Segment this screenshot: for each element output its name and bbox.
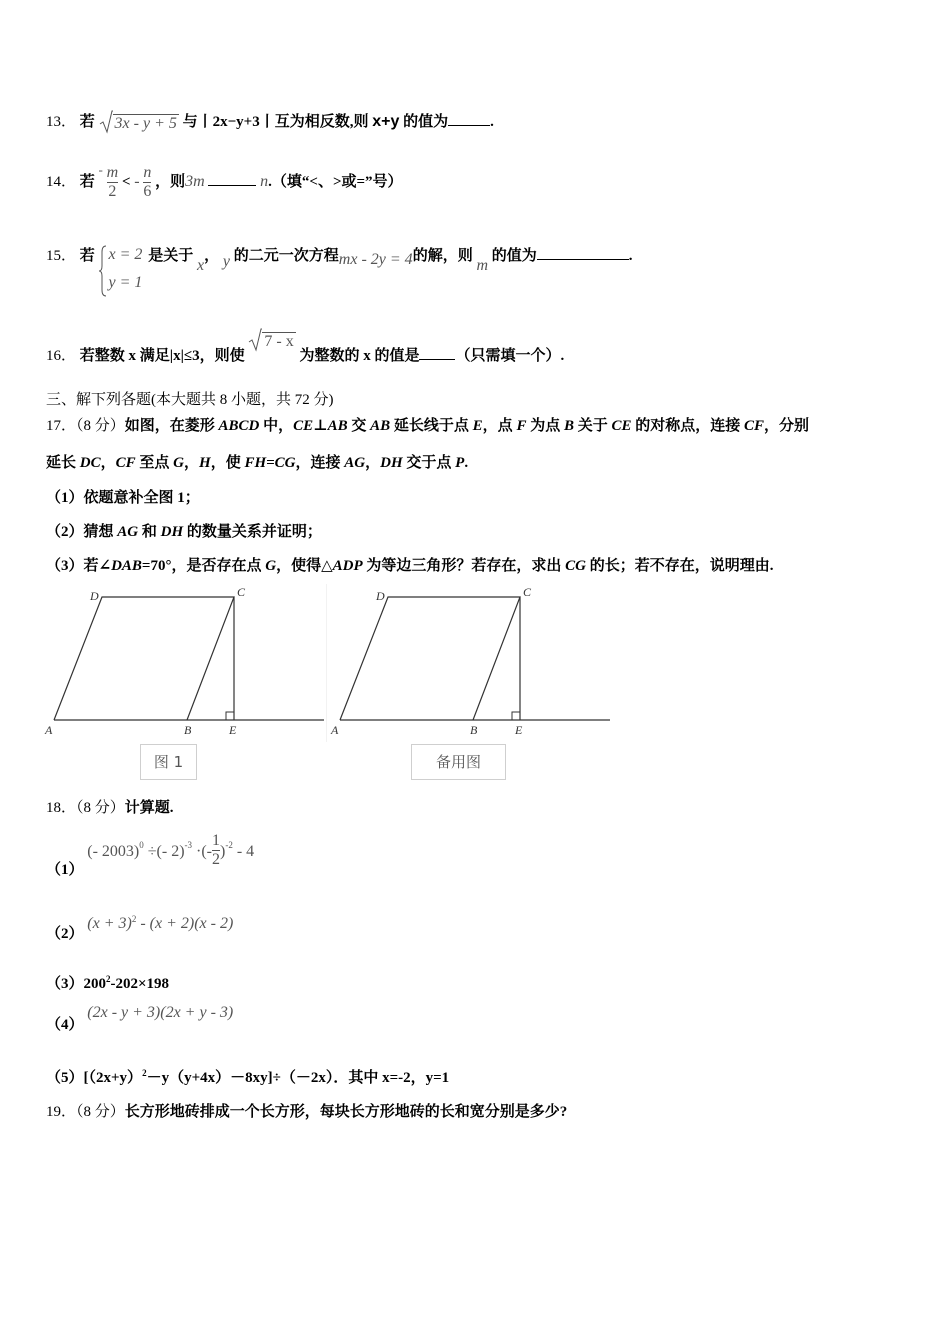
text-run: （1）依题意补全图 1； bbox=[46, 490, 200, 506]
text-run: 的数量关系并证明； bbox=[183, 524, 322, 540]
text-run: （3）若∠ bbox=[46, 558, 112, 574]
text-run: 延长 bbox=[46, 455, 80, 471]
text-run: FH=CG bbox=[244, 455, 296, 471]
answer-blank[interactable] bbox=[537, 245, 629, 260]
text-run: 和 bbox=[138, 524, 161, 540]
text-run: ，连接 bbox=[295, 455, 345, 471]
text-run: ，使 bbox=[210, 455, 245, 471]
text-run: 为等边三角形？若存在，求出 bbox=[362, 558, 566, 574]
question-number: 18． bbox=[46, 800, 77, 816]
question-18-sub-3: $(3)200^2-202\times 198$ bbox=[46, 974, 170, 992]
question-18-sub-4: （4） (2x - y + 3)(2x + y - 3) bbox=[46, 1004, 234, 1033]
text-run: H bbox=[199, 455, 211, 471]
figure-backup-caption: 备用图 bbox=[411, 744, 506, 780]
question-number: 19． bbox=[46, 1104, 77, 1120]
text-run: 如图，在菱形 bbox=[124, 418, 219, 434]
label-b: B bbox=[470, 723, 478, 737]
text-run: 交于点 bbox=[402, 455, 456, 471]
text-run: 中， bbox=[259, 418, 294, 434]
question-18: 18．（8 分）计算题. bbox=[46, 800, 174, 816]
text-run: ，使得△ bbox=[276, 558, 333, 574]
text-run: CE bbox=[611, 418, 632, 434]
fraction-m-over-2: $\frac{m}{2}$ bbox=[106, 164, 119, 201]
sqrt-expression: 3x - y + 5 bbox=[99, 110, 179, 134]
radical-sign bbox=[248, 328, 262, 352]
label-d: D bbox=[90, 589, 99, 603]
equation-system: x = 2 y = 1 bbox=[99, 244, 145, 298]
answer-blank[interactable] bbox=[448, 111, 490, 126]
text-run: CF bbox=[744, 418, 765, 434]
text-run: E bbox=[472, 418, 483, 434]
text-run: 的长；若不存在，说明理由. bbox=[585, 558, 774, 574]
label-e: E bbox=[229, 723, 237, 737]
figure-backup-rhombus bbox=[326, 584, 612, 742]
question-18-sub-2: （2） $(x + 3)^2 - (x + 2)(x - 2)$ bbox=[46, 914, 234, 942]
question-18-sub-1: （1） (- 2003)$^0$ ÷(- 2)$^{-3}$ ·(- $\frac{1}{2}$ )$^{-2}$ - 4 bbox=[46, 832, 255, 878]
question-number: 17． bbox=[46, 418, 77, 434]
text-run: 的对称点，连接 bbox=[631, 418, 745, 434]
brace-icon bbox=[99, 244, 107, 298]
section-heading: 三、解下列各题(本大题共 8 小题，共 72 分) bbox=[46, 392, 334, 408]
answer-blank[interactable] bbox=[419, 345, 455, 360]
q17-line1-runs bbox=[125, 418, 809, 434]
question-16: 16． 若整数 x 满足|x|≤3，则使 7 - x 为整数的 x 的值是 （只需填一个）. bbox=[46, 328, 564, 365]
text-run: AB bbox=[370, 418, 391, 434]
label-c: C bbox=[523, 585, 532, 599]
label-a: A bbox=[331, 723, 339, 737]
text-run: ， bbox=[184, 455, 200, 471]
text-run: AG bbox=[344, 455, 366, 471]
question-17-line-1 bbox=[46, 414, 809, 435]
text-run: ADP bbox=[332, 558, 363, 574]
question-score: （8 分） bbox=[76, 418, 125, 434]
text-run: ⊥ bbox=[313, 418, 328, 434]
text-run: ， bbox=[365, 455, 381, 471]
question-13: 13． 若 3x - y + 5 与丨2x−y+3丨互为相反数,则 x+y 的值为 . bbox=[46, 110, 494, 134]
text-run: CG bbox=[565, 558, 586, 574]
question-17-sub-3 bbox=[46, 554, 773, 575]
question-17-line-2 bbox=[46, 451, 468, 472]
question-score: （8 分） bbox=[76, 800, 125, 816]
text-run: F bbox=[516, 418, 527, 434]
question-17-sub-1 bbox=[46, 486, 200, 507]
fraction-n-over-6: $\frac{n}{6}$ bbox=[143, 164, 152, 201]
text-run: CF bbox=[115, 455, 136, 471]
text-run: ，点 bbox=[482, 418, 517, 434]
label-d: D bbox=[376, 589, 385, 603]
question-number: 15． bbox=[46, 248, 77, 264]
label-a: A bbox=[45, 723, 53, 737]
text-run: DH bbox=[160, 524, 184, 540]
answer-blank[interactable] bbox=[208, 171, 256, 186]
text-run: P bbox=[455, 455, 465, 471]
fraction-1-over-2: $\frac{1}{2}$ bbox=[212, 832, 220, 868]
text-run: DAB bbox=[111, 558, 142, 574]
text-run: （2）猜想 bbox=[46, 524, 118, 540]
text-run: 延长线于点 bbox=[390, 418, 473, 434]
text-run: AB bbox=[327, 418, 348, 434]
text-run: G bbox=[265, 558, 277, 574]
question-14: 14． 若 - $\frac{m}{2}$ < - $\frac{n}{6}$ ，则3m n.（填“<、>或=”号） bbox=[46, 162, 403, 201]
question-18-sub-5: $(5)[(2x+y)^2-y(y+4x)-8xy]\div(-2x)$．其中 x=-2，y=1 bbox=[46, 1068, 450, 1086]
text-run: DC bbox=[79, 455, 101, 471]
radical-sign bbox=[99, 110, 113, 134]
text-run: G bbox=[173, 455, 184, 471]
question-number: 14． bbox=[46, 174, 77, 190]
figure-1-rhombus bbox=[44, 584, 326, 742]
text-run: 交 bbox=[347, 418, 371, 434]
text-run: B bbox=[563, 418, 574, 434]
text-run: ，分别 bbox=[764, 418, 810, 434]
question-number: 16． bbox=[46, 348, 77, 364]
text-run: AG bbox=[117, 524, 139, 540]
question-number: 13． bbox=[46, 114, 77, 130]
text-run: CE bbox=[293, 418, 314, 434]
text-run: DH bbox=[380, 455, 403, 471]
label-c: C bbox=[237, 585, 246, 599]
sqrt-expression: 7 - x bbox=[248, 328, 295, 352]
label-b: B bbox=[184, 723, 192, 737]
text-run: ABCD bbox=[218, 418, 260, 434]
question-19: 19．（8 分）长方形地砖排成一个长方形，每块长方形地砖的长和宽分别是多少? bbox=[46, 1104, 568, 1120]
question-score: （8 分） bbox=[76, 1104, 125, 1120]
label-e: E bbox=[515, 723, 523, 737]
text-run: 至点 bbox=[135, 455, 174, 471]
text-run: =70°，是否存在点 bbox=[141, 558, 266, 574]
text-run: . bbox=[464, 455, 469, 471]
question-17-sub-2 bbox=[46, 520, 322, 541]
text-run: 关于 bbox=[573, 418, 612, 434]
figure-1-caption: 图 1 bbox=[140, 744, 197, 780]
question-15: 15． 若 x = 2 y = 1 是关于 x， y 的二元一次方程mx - 2y = 4的解，则 m 的值为 . bbox=[46, 244, 633, 298]
text-run: 为点 bbox=[526, 418, 564, 434]
text-run: ， bbox=[100, 455, 116, 471]
